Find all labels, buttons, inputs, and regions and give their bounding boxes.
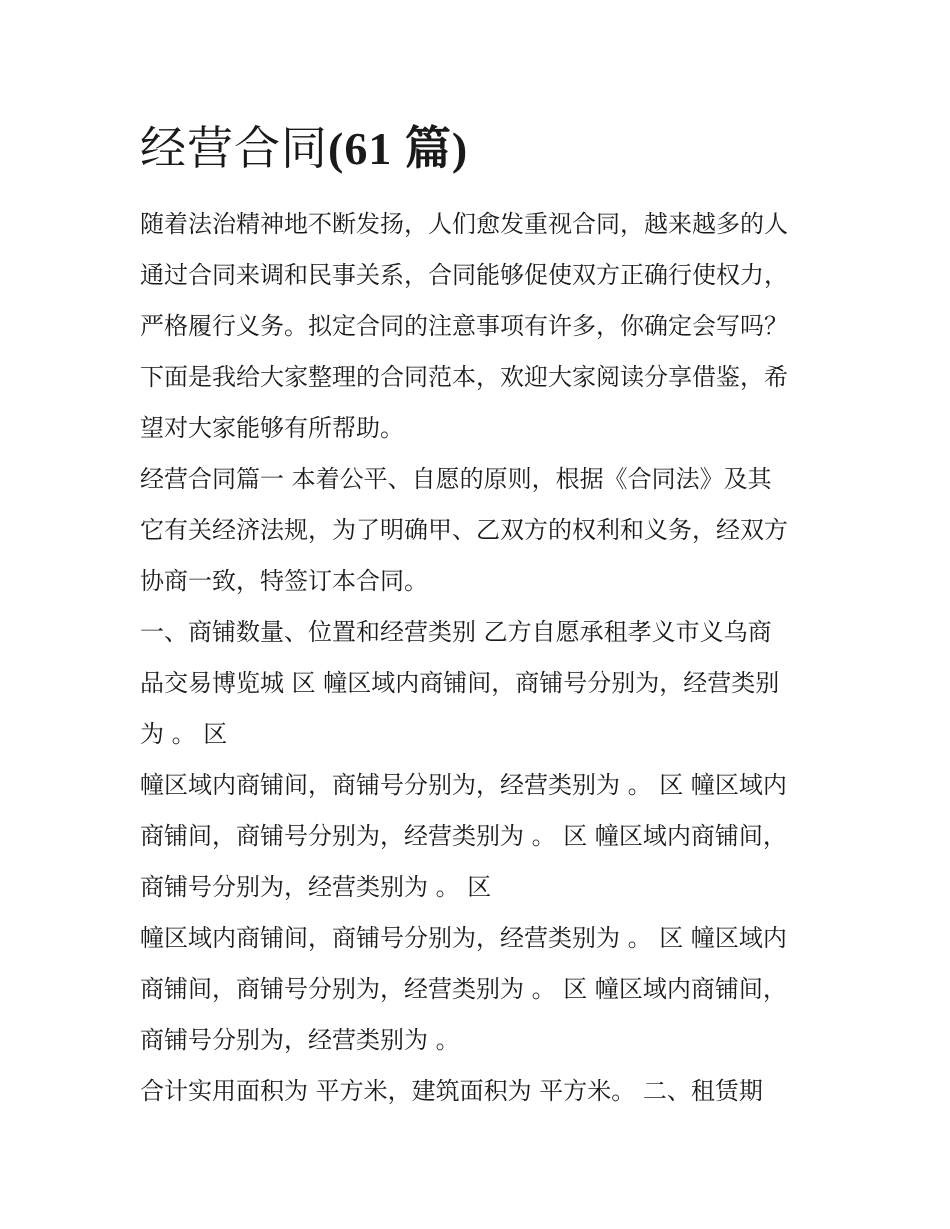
text-line: 一、商铺数量、位置和经营类别 乙方自愿承租孝义市义乌商 (140, 618, 772, 646)
text-line: 它有关经济法规，为了明确甲、乙双方的权利和义务，经双方 (140, 516, 788, 544)
document-title (140, 112, 820, 185)
paragraph-shops-a (140, 760, 820, 913)
paragraph-intro (140, 199, 820, 454)
text-line: 商铺间，商铺号分别为，经营类别为 。 区 幢区域内商铺间， (140, 975, 787, 1003)
text-line: 幢区域内商铺间，商铺号分别为，经营类别为 。 区 幢区域内 (140, 771, 787, 799)
text-line: 商铺号分别为，经营类别为 。 区 (140, 873, 492, 901)
text-line: 幢区域内商铺间，商铺号分别为，经营类别为 。 区 幢区域内 (140, 924, 787, 952)
text-line: 商铺间，商铺号分别为，经营类别为 。 区 幢区域内商铺间， (140, 822, 787, 850)
text-line: 为 。 区 (140, 720, 228, 748)
paragraph-contract-one (140, 454, 820, 607)
text-line: 品交易博览城 区 幢区域内商铺间，商铺号分别为，经营类别 (140, 669, 780, 697)
text-line: 通过合同来调和民事关系，合同能够促使双方正确行使权力， (140, 261, 788, 289)
text-line: 协商一致，特签订本合同。 (140, 567, 428, 595)
document-page (140, 112, 820, 1117)
text-line: 商铺号分别为，经营类别为 。 (140, 1026, 460, 1054)
paragraph-section-one (140, 607, 820, 760)
text-line: 随着法治精神地不断发扬，人们愈发重视合同，越来越多的人 (140, 210, 788, 238)
title-count: (61 篇) (328, 123, 469, 174)
title-main: 经营合同 (140, 121, 328, 175)
paragraph-shops-b (140, 913, 820, 1066)
paragraph-area (140, 1066, 820, 1117)
text-line: 严格履行义务。拟定合同的注意事项有许多，你确定会写吗？ (140, 312, 788, 340)
text-line: 经营合同篇一 本着公平、自愿的原则，根据《合同法》及其 (140, 465, 772, 493)
text-line: 下面是我给大家整理的合同范本，欢迎大家阅读分享借鉴，希 (140, 363, 788, 391)
text-line: 合计实用面积为 平方米，建筑面积为 平方米。 二、租赁期 (140, 1077, 763, 1105)
text-line: 望对大家能够有所帮助。 (140, 414, 404, 442)
